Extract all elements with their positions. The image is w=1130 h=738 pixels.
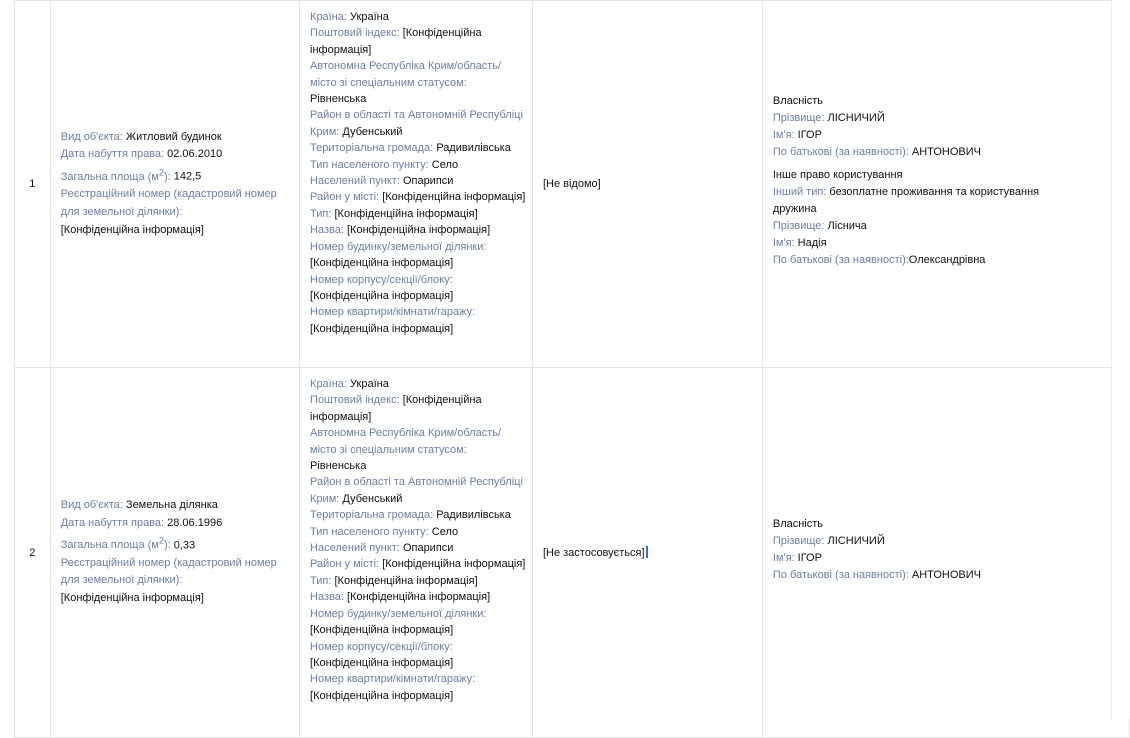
surname-value: Лісничa bbox=[827, 220, 867, 232]
registration-number-value: [Конфіденційна інформація] bbox=[60, 223, 204, 236]
object-info-cell bbox=[50, 368, 299, 738]
acquisition-date-value: 28.06.1996 bbox=[167, 516, 223, 529]
scrollbar-track[interactable] bbox=[1111, 0, 1130, 719]
total-area-value: 142,5 bbox=[173, 170, 202, 183]
street-type-value: [Конфіденційна інформація] bbox=[334, 574, 478, 587]
row-number: 1 bbox=[15, 1, 51, 368]
name-value: ІГОР bbox=[797, 129, 822, 141]
acquisition-date-label: Дата набуття права: bbox=[60, 516, 165, 529]
street-name-label: Назва: bbox=[310, 591, 344, 604]
other-type-value: безоплатне проживання та користування дружина bbox=[772, 186, 1040, 215]
owners-cell bbox=[762, 368, 1129, 738]
value-cell bbox=[532, 368, 762, 738]
apartment-number-value: [Конфіденційна інформація] bbox=[310, 322, 454, 335]
owners-cell bbox=[762, 1, 1129, 368]
settlement-value: Опарипси bbox=[402, 175, 454, 188]
country-value: Україна bbox=[350, 11, 389, 23]
district-label: Район в області та Автономній Республіці Крим: bbox=[310, 109, 523, 138]
property-table bbox=[14, 0, 1130, 738]
total-area-label: Загальна площа $(м^2)$: bbox=[60, 535, 171, 552]
address-cell bbox=[300, 1, 533, 368]
address-cell bbox=[300, 368, 533, 738]
surname-value: ЛІСНИЧИЙ bbox=[827, 112, 885, 124]
street-type-label: Тип: bbox=[310, 207, 332, 220]
registration-number-label: Реєстраційний номер (кадастровий номер для земельної ділянки): bbox=[60, 188, 277, 218]
registration-number-label: Реєстраційний номер (кадастровий номер для земельної ділянки): bbox=[60, 556, 277, 587]
street-name-label: Назва: bbox=[310, 224, 344, 237]
house-number-value: [Конфіденційна інформація] bbox=[310, 624, 454, 637]
ownership-header: Власність bbox=[772, 517, 824, 530]
other-right-header: Інше право користування bbox=[772, 169, 903, 181]
ownership-block bbox=[773, 516, 1129, 584]
apartment-number-label: Номер квартири/кімнати/гаражу: bbox=[310, 306, 476, 319]
total-area-value: 0,33 bbox=[173, 539, 196, 552]
country-label: Країна: bbox=[310, 11, 347, 23]
apartment-number-label: Номер квартири/кімнати/гаражу: bbox=[310, 673, 476, 686]
patronymic-value: АНТОНОВИЧ bbox=[911, 568, 981, 581]
surname-label: Прізвище: bbox=[772, 534, 825, 547]
object-type-label: Вид об'єкта: bbox=[60, 499, 123, 512]
district-value: Дубенський bbox=[342, 125, 403, 138]
other-type-label: Інший тип: bbox=[772, 186, 827, 198]
settlement-type-label: Тип населеного пункту: bbox=[310, 158, 429, 171]
settlement-type-value: Село bbox=[431, 158, 459, 171]
name-label: Ім'я: bbox=[772, 129, 795, 141]
settlement-type-value: Село bbox=[431, 525, 459, 538]
district-value: Дубенський bbox=[342, 492, 403, 505]
object-type-value: Житловий будинок bbox=[125, 130, 222, 143]
object-type-value: Земельна ділянка bbox=[125, 499, 218, 512]
surname-value: ЛІСНИЧИЙ bbox=[827, 534, 885, 547]
value-text[interactable]: [Не застосовується] bbox=[542, 547, 645, 559]
postcode-value: [Конфіденційна інформація] bbox=[310, 27, 482, 56]
building-number-value: [Конфіденційна інформація] bbox=[310, 289, 454, 302]
settlement-label: Населений пункт: bbox=[310, 175, 400, 188]
street-type-value: [Конфіденційна інформація] bbox=[334, 207, 478, 220]
community-value: Радивилівська bbox=[436, 142, 511, 155]
country-label: Країна: bbox=[310, 378, 347, 390]
patronymic-value: Олександрівна bbox=[908, 254, 986, 266]
house-number-label: Номер будинку/земельної ділянки: bbox=[310, 240, 487, 253]
settlement-type-label: Тип населеного пункту: bbox=[310, 525, 429, 538]
region-value: Рівненська bbox=[310, 93, 367, 106]
name-label: Ім'я: bbox=[772, 237, 795, 249]
community-value: Радивилівська bbox=[436, 509, 511, 522]
house-number-label: Номер будинку/земельної ділянки: bbox=[310, 607, 487, 620]
building-number-label: Номер корпусу/секції/блоку: bbox=[310, 273, 453, 286]
surname-label: Прізвище: bbox=[772, 112, 825, 124]
settlement-value: Опарипси bbox=[402, 542, 454, 555]
city-district-label: Район у місті: bbox=[310, 558, 380, 571]
region-label: Автономна Республіка Крим/область/місто зі спеціальним статусом: bbox=[310, 60, 502, 89]
house-number-value: [Конфіденційна інформація] bbox=[310, 257, 454, 270]
street-name-value: [Конфіденційна інформація] bbox=[346, 224, 491, 237]
settlement-label: Населений пункт: bbox=[310, 542, 400, 555]
postcode-value: [Конфіденційна інформація] bbox=[310, 394, 482, 423]
table-row bbox=[15, 1, 1130, 368]
postcode-label: Поштовий індекс: bbox=[310, 394, 400, 407]
city-district-label: Район у місті: bbox=[310, 191, 380, 204]
name-value: ІГОР bbox=[797, 551, 822, 564]
object-info-cell bbox=[50, 1, 299, 368]
surname-label: Прізвище: bbox=[772, 220, 825, 232]
street-type-label: Тип: bbox=[310, 574, 332, 587]
ownership-header: Власність bbox=[772, 95, 824, 107]
patronymic-label: По батькові (за наявності): bbox=[772, 568, 909, 581]
acquisition-date-value: 02.06.2010 bbox=[167, 148, 223, 161]
region-label: Автономна Республіка Крим/область/місто зі спеціальним статусом: bbox=[310, 427, 502, 456]
patronymic-value: АНТОНОВИЧ bbox=[911, 146, 981, 158]
name-value: Надія bbox=[797, 237, 827, 249]
country-value: Україна bbox=[350, 378, 389, 390]
patronymic-label: По батькові (за наявності): bbox=[772, 254, 909, 266]
district-label: Район в області та Автономній Республіці Крим: bbox=[310, 476, 523, 505]
value-cell: [Не відомо] bbox=[532, 1, 762, 368]
row-number: 2 bbox=[15, 368, 51, 738]
table-row bbox=[15, 368, 1130, 738]
registration-number-value: [Конфіденційна інформація] bbox=[60, 592, 204, 605]
city-district-value: [Конфіденційна інформація] bbox=[382, 558, 526, 571]
community-label: Територіальна громада: bbox=[310, 142, 434, 155]
total-area-label: Загальна площа $(м^2)$: bbox=[60, 167, 171, 183]
object-type-label: Вид об'єкта: bbox=[60, 130, 123, 143]
building-number-value: [Конфіденційна інформація] bbox=[310, 656, 454, 669]
text-cursor bbox=[646, 546, 648, 558]
ownership-block bbox=[773, 93, 1129, 161]
community-label: Територіальна громада: bbox=[310, 509, 434, 522]
building-number-label: Номер корпусу/секції/блоку: bbox=[310, 640, 453, 653]
acquisition-date-label: Дата набуття права: bbox=[60, 148, 165, 161]
street-name-value: [Конфіденційна інформація] bbox=[346, 591, 491, 604]
other-right-block bbox=[773, 167, 1129, 269]
name-label: Ім'я: bbox=[772, 551, 795, 564]
city-district-value: [Конфіденційна інформація] bbox=[382, 191, 526, 204]
apartment-number-value: [Конфіденційна інформація] bbox=[310, 689, 454, 702]
region-value: Рівненська bbox=[310, 460, 367, 473]
postcode-label: Поштовий індекс: bbox=[310, 27, 400, 40]
patronymic-label: По батькові (за наявності): bbox=[772, 146, 909, 158]
